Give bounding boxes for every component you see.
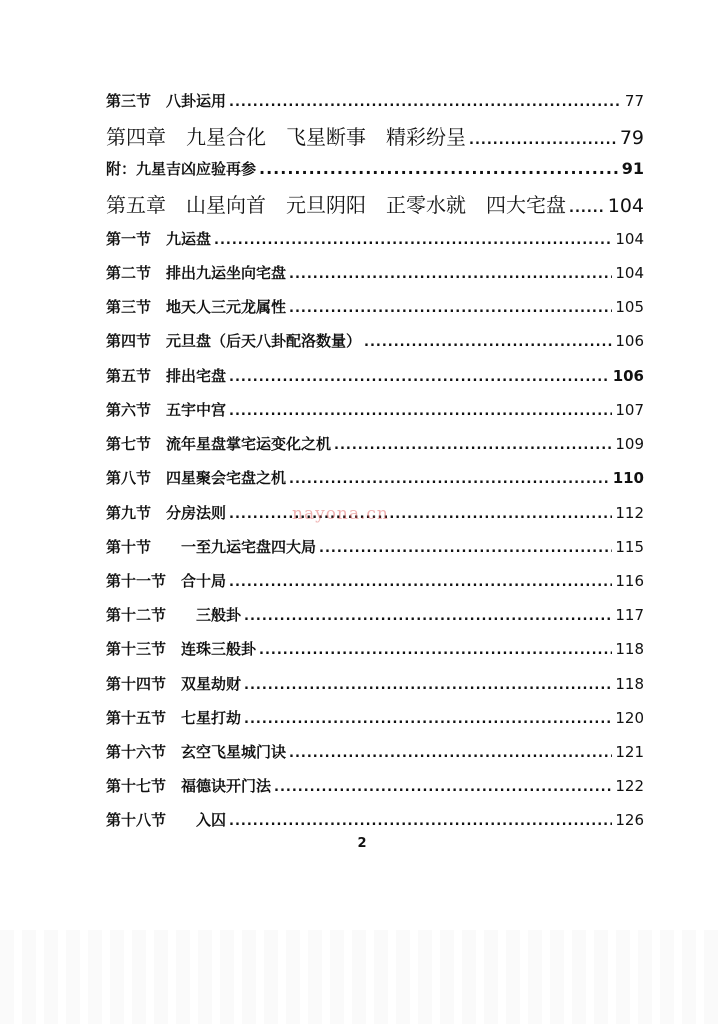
toc-entry-title: 第四章 九星合化 飞星断事 精彩纷呈 <box>106 125 466 149</box>
toc-leader-dots <box>229 814 612 829</box>
toc-entry-page: 118 <box>615 640 644 658</box>
toc-entry-title: 第三节 八卦运用 <box>106 92 227 110</box>
toc-entry-title: 第七节 流年星盘掌宅运变化之机 <box>106 435 332 453</box>
toc-entry-title: 第五章 山星向首 元旦阴阳 正零水就 四大宅盘 <box>106 193 566 217</box>
toc-leader-dots <box>274 780 612 795</box>
toc-entry-title: 第十八节 入囚 <box>106 811 227 829</box>
toc-entry <box>106 604 644 625</box>
toc-entry-title: 第十四节 双星劫财 <box>106 675 242 693</box>
toc-entry-title: 第六节 五宇中宫 <box>106 401 227 419</box>
toc-entry <box>106 741 644 762</box>
toc-entry <box>106 228 644 249</box>
page-number: 2 <box>357 836 367 851</box>
toc-entry <box>106 809 644 830</box>
toc-entry-page: 126 <box>615 811 644 829</box>
toc-entry <box>106 673 644 694</box>
toc-entry-page: 91 <box>621 159 644 178</box>
toc-leader-dots <box>229 95 622 110</box>
toc-leader-dots <box>289 267 612 282</box>
toc-chapter-entry <box>106 189 644 218</box>
toc-entry-page: 107 <box>615 401 644 419</box>
toc-leader-dots <box>244 712 612 727</box>
toc-leader-dots <box>229 507 612 522</box>
toc-entry-page: 106 <box>615 332 644 350</box>
toc-entry-page: 117 <box>615 606 644 624</box>
toc-entry-page: 106 <box>612 367 644 385</box>
toc-chapter-entry <box>106 121 644 150</box>
toc-entry-title: 附：九星吉凶应验再参 <box>106 160 257 178</box>
toc-entry-page: 109 <box>615 435 644 453</box>
toc-entry <box>106 330 644 351</box>
toc-entry-page: 121 <box>615 743 644 761</box>
toc-leader-dots <box>289 301 612 316</box>
toc-leader-dots <box>334 438 612 453</box>
toc-entry-title: 第九节 分房法则 <box>106 504 227 522</box>
toc-leader-dots <box>214 233 612 248</box>
toc-leader-dots <box>259 159 619 178</box>
toc-entry-title: 第十七节 福德诀开门法 <box>106 777 272 795</box>
toc-entry <box>106 638 644 659</box>
toc-entry <box>106 296 644 317</box>
toc-entry-title: 第二节 排出九运坐向宅盘 <box>106 264 287 282</box>
toc-entry <box>106 570 644 591</box>
toc-entry-page: 112 <box>615 504 644 522</box>
toc-entry-page: 77 <box>624 92 644 110</box>
toc-entry-title: 第八节 四星聚会宅盘之机 <box>106 469 287 487</box>
toc-entry <box>106 536 644 557</box>
toc-leader-dots <box>364 335 612 350</box>
toc-entry-title: 第五节 排出宅盘 <box>106 367 227 385</box>
toc-entry-page: 116 <box>615 572 644 590</box>
toc-leader-dots <box>244 609 612 624</box>
toc-entry <box>106 433 644 454</box>
toc-entry-page: 105 <box>615 298 644 316</box>
toc-entry <box>106 90 644 111</box>
toc-entry-page: 120 <box>615 709 644 727</box>
toc-entry-title: 第十二节 三般卦 <box>106 606 242 624</box>
toc-entry-page: 79 <box>619 127 644 149</box>
toc-leader-dots <box>319 541 612 556</box>
toc-leader-dots <box>289 472 610 487</box>
scan-footer-strip <box>0 930 724 1024</box>
toc-entry-page: 110 <box>612 469 644 487</box>
toc-entry-title: 第十五节 七星打劫 <box>106 709 242 727</box>
toc-entry-title: 第十一节 合十局 <box>106 572 227 590</box>
toc-entry <box>106 262 644 283</box>
toc-entry-title: 第一节 九运盘 <box>106 230 212 248</box>
toc-entry <box>106 399 644 420</box>
toc-entry-title: 第十节 一至九运宅盘四大局 <box>106 538 317 556</box>
toc-entry <box>106 467 644 488</box>
toc-leader-dots <box>259 643 612 658</box>
toc-entry-page: 104 <box>607 195 644 217</box>
toc-entry-title: 第三节 地天人三元龙属性 <box>106 298 287 316</box>
toc-entry-page: 104 <box>615 230 644 248</box>
toc-entry-title: 第四节 元旦盘（后天八卦配洛数量） <box>106 332 362 350</box>
toc-leader-dots <box>229 404 612 419</box>
toc-entry-page: 122 <box>615 777 644 795</box>
toc-leader-dots <box>244 678 612 693</box>
watermark: nayona.cn <box>292 504 389 524</box>
toc-entry-page: 115 <box>615 538 644 556</box>
toc-leader-dots <box>569 201 605 216</box>
toc-entry-title: 第十六节 玄空飞星城门诀 <box>106 743 287 761</box>
toc-appendix-entry <box>106 158 644 179</box>
toc-entry <box>106 365 644 386</box>
toc-entry <box>106 775 644 796</box>
toc-leader-dots <box>289 746 612 761</box>
toc-entry-page: 118 <box>615 675 644 693</box>
toc-leader-dots <box>229 370 610 385</box>
toc-entry-title: 第十三节 连珠三般卦 <box>106 640 257 658</box>
toc-entry <box>106 707 644 728</box>
toc-entry-page: 104 <box>615 264 644 282</box>
toc-leader-dots <box>229 575 612 590</box>
toc-leader-dots <box>469 133 617 148</box>
